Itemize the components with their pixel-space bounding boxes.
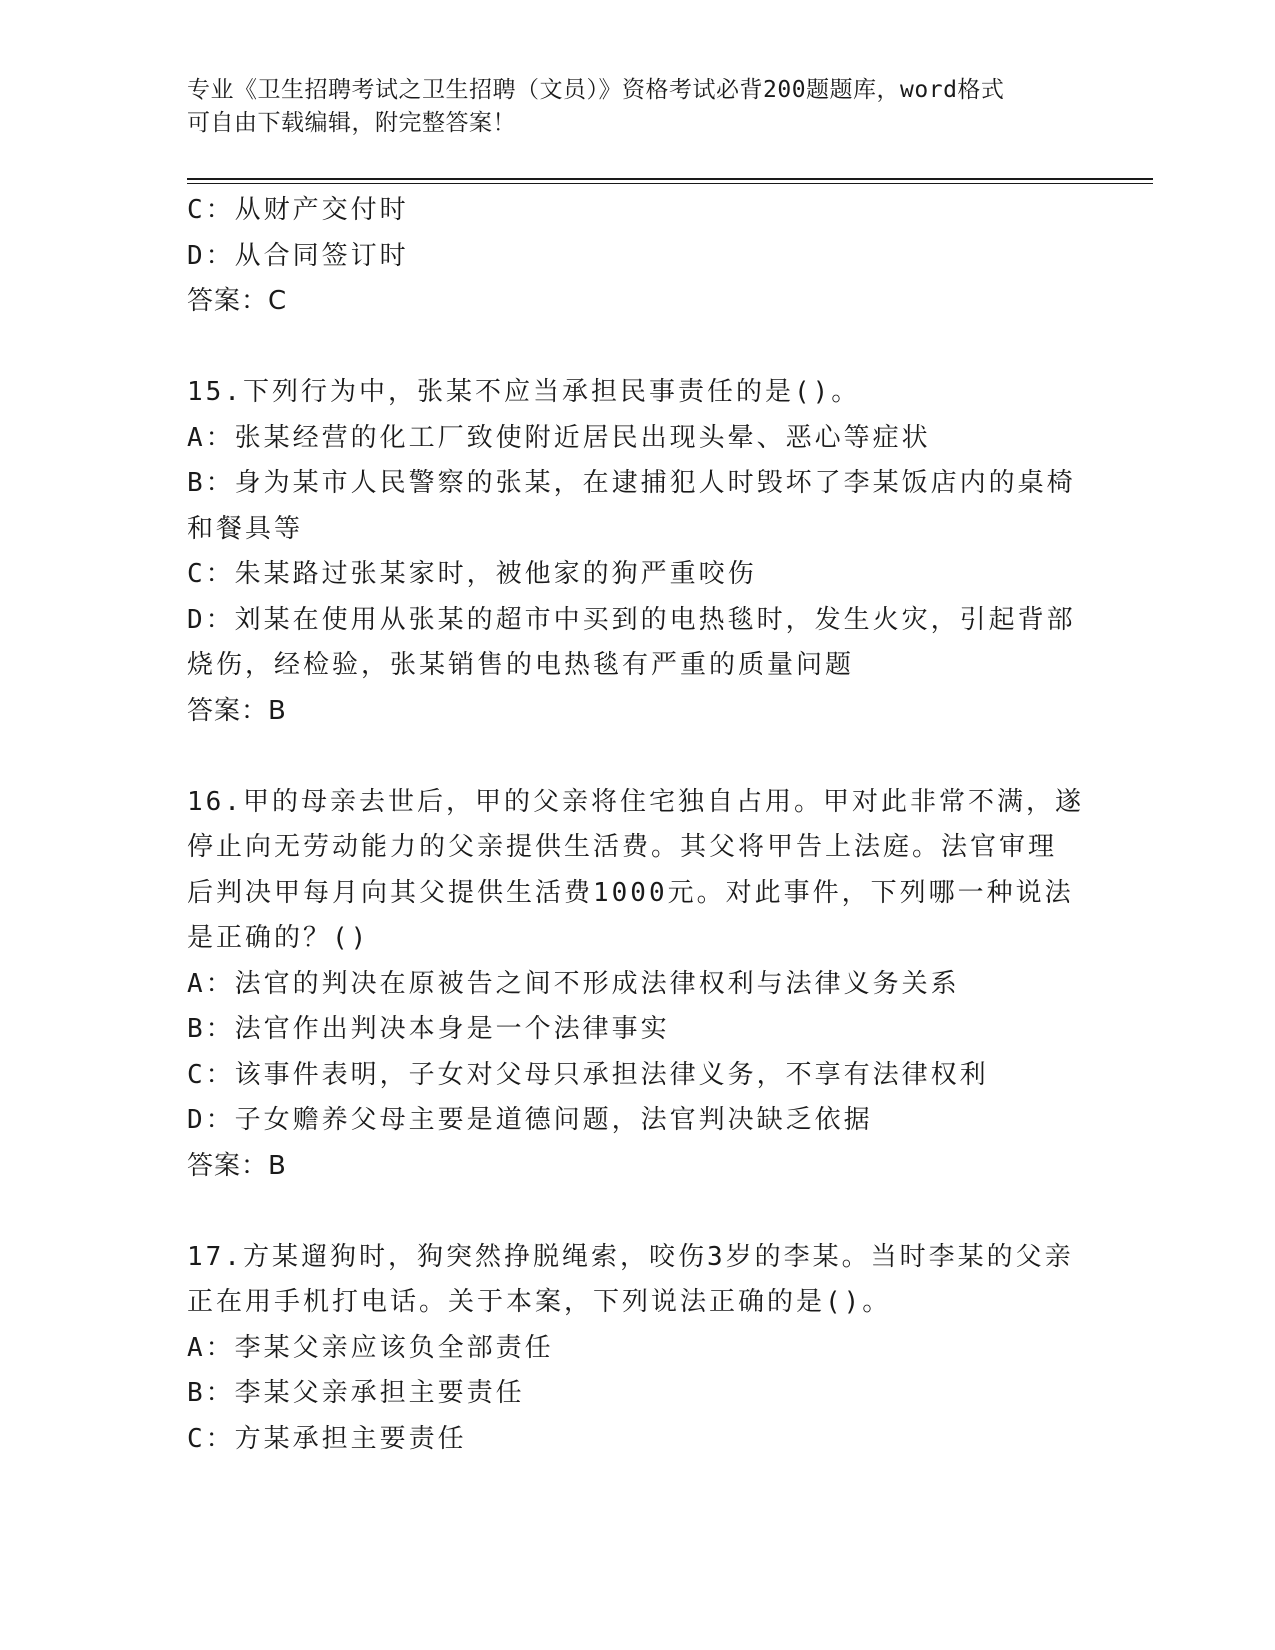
question-spacer [187, 1189, 1087, 1235]
header-divider-thin [187, 183, 1153, 184]
question-block-partial [187, 188, 1087, 325]
question-list [187, 188, 1087, 1462]
question-block-17 [187, 1235, 1087, 1463]
header-title-line-1: 专业《卫生招聘考试之卫生招聘（文员）》资格考试必背200题题库，word格式 [187, 77, 1005, 103]
option-line: D：从合同签订时 [187, 240, 409, 271]
option-line: C：该事件表明，子女对父母只承担法律义务，不享有法律权利 [187, 1059, 989, 1090]
option-line: A：李某父亲应该负全部责任 [187, 1332, 554, 1363]
option-line: A：法官的判决在原被告之间不形成法律权利与法律义务关系 [187, 968, 960, 999]
header-title-line-2: 可自由下载编辑，附完整答案！ [187, 110, 516, 136]
question-text-line: 正在用手机打电话。关于本案，下列说法正确的是()。 [187, 1287, 892, 1317]
option-line: 和餐具等 [187, 513, 304, 544]
question-text-line: 停止向无劳动能力的父亲提供生活费。其父将甲告上法庭。法官审理 [187, 832, 1058, 862]
answer-line: 答案：B [187, 695, 287, 726]
option-line: 烧伤，经检验，张某销售的电热毯有严重的质量问题 [187, 650, 855, 680]
option-line: B：身为某市人民警察的张某，在逮捕犯人时毁坏了李某饭店内的桌椅 [187, 468, 1076, 498]
question-spacer [187, 734, 1087, 780]
option-line: A：张某经营的化工厂致使附近居民出现头晕、恶心等症状 [187, 422, 931, 453]
question-spacer [187, 325, 1087, 371]
option-line: D：子女赡养父母主要是道德问题，法官判决缺乏依据 [187, 1105, 873, 1135]
option-line: C：从财产交付时 [187, 195, 409, 225]
question-text-line: 15.下列行为中，张某不应当承担民事责任的是()。 [187, 377, 861, 407]
question-block-15 [187, 370, 1087, 734]
document-header [187, 74, 1087, 140]
option-line: C：朱某路过张某家时，被他家的狗严重咬伤 [187, 559, 757, 589]
question-text-line: 后判决甲每月向其父提供生活费1000元。对此事件，下列哪一种说法 [187, 877, 1074, 908]
header-divider-thick [187, 178, 1153, 180]
question-block-16 [187, 780, 1087, 1190]
question-text-line: 17.方某遛狗时，狗突然挣脱绳索，咬伤3岁的李某。当时李某的父亲 [187, 1241, 1074, 1272]
question-text-line: 16.甲的母亲去世后，甲的父亲将住宅独自占用。甲对此非常不满，遂 [187, 786, 1084, 817]
option-line: B：法官作出判决本身是一个法律事实 [187, 1014, 670, 1044]
question-text-line: 是正确的？() [187, 923, 370, 953]
option-line: D：刘某在使用从张某的超市中买到的电热毯时，发生火灾，引起背部 [187, 604, 1076, 635]
answer-line: 答案：C [187, 286, 288, 316]
answer-line: 答案：B [187, 1150, 287, 1181]
option-line: C：方某承担主要责任 [187, 1423, 467, 1454]
option-line: B：李某父亲承担主要责任 [187, 1378, 525, 1408]
